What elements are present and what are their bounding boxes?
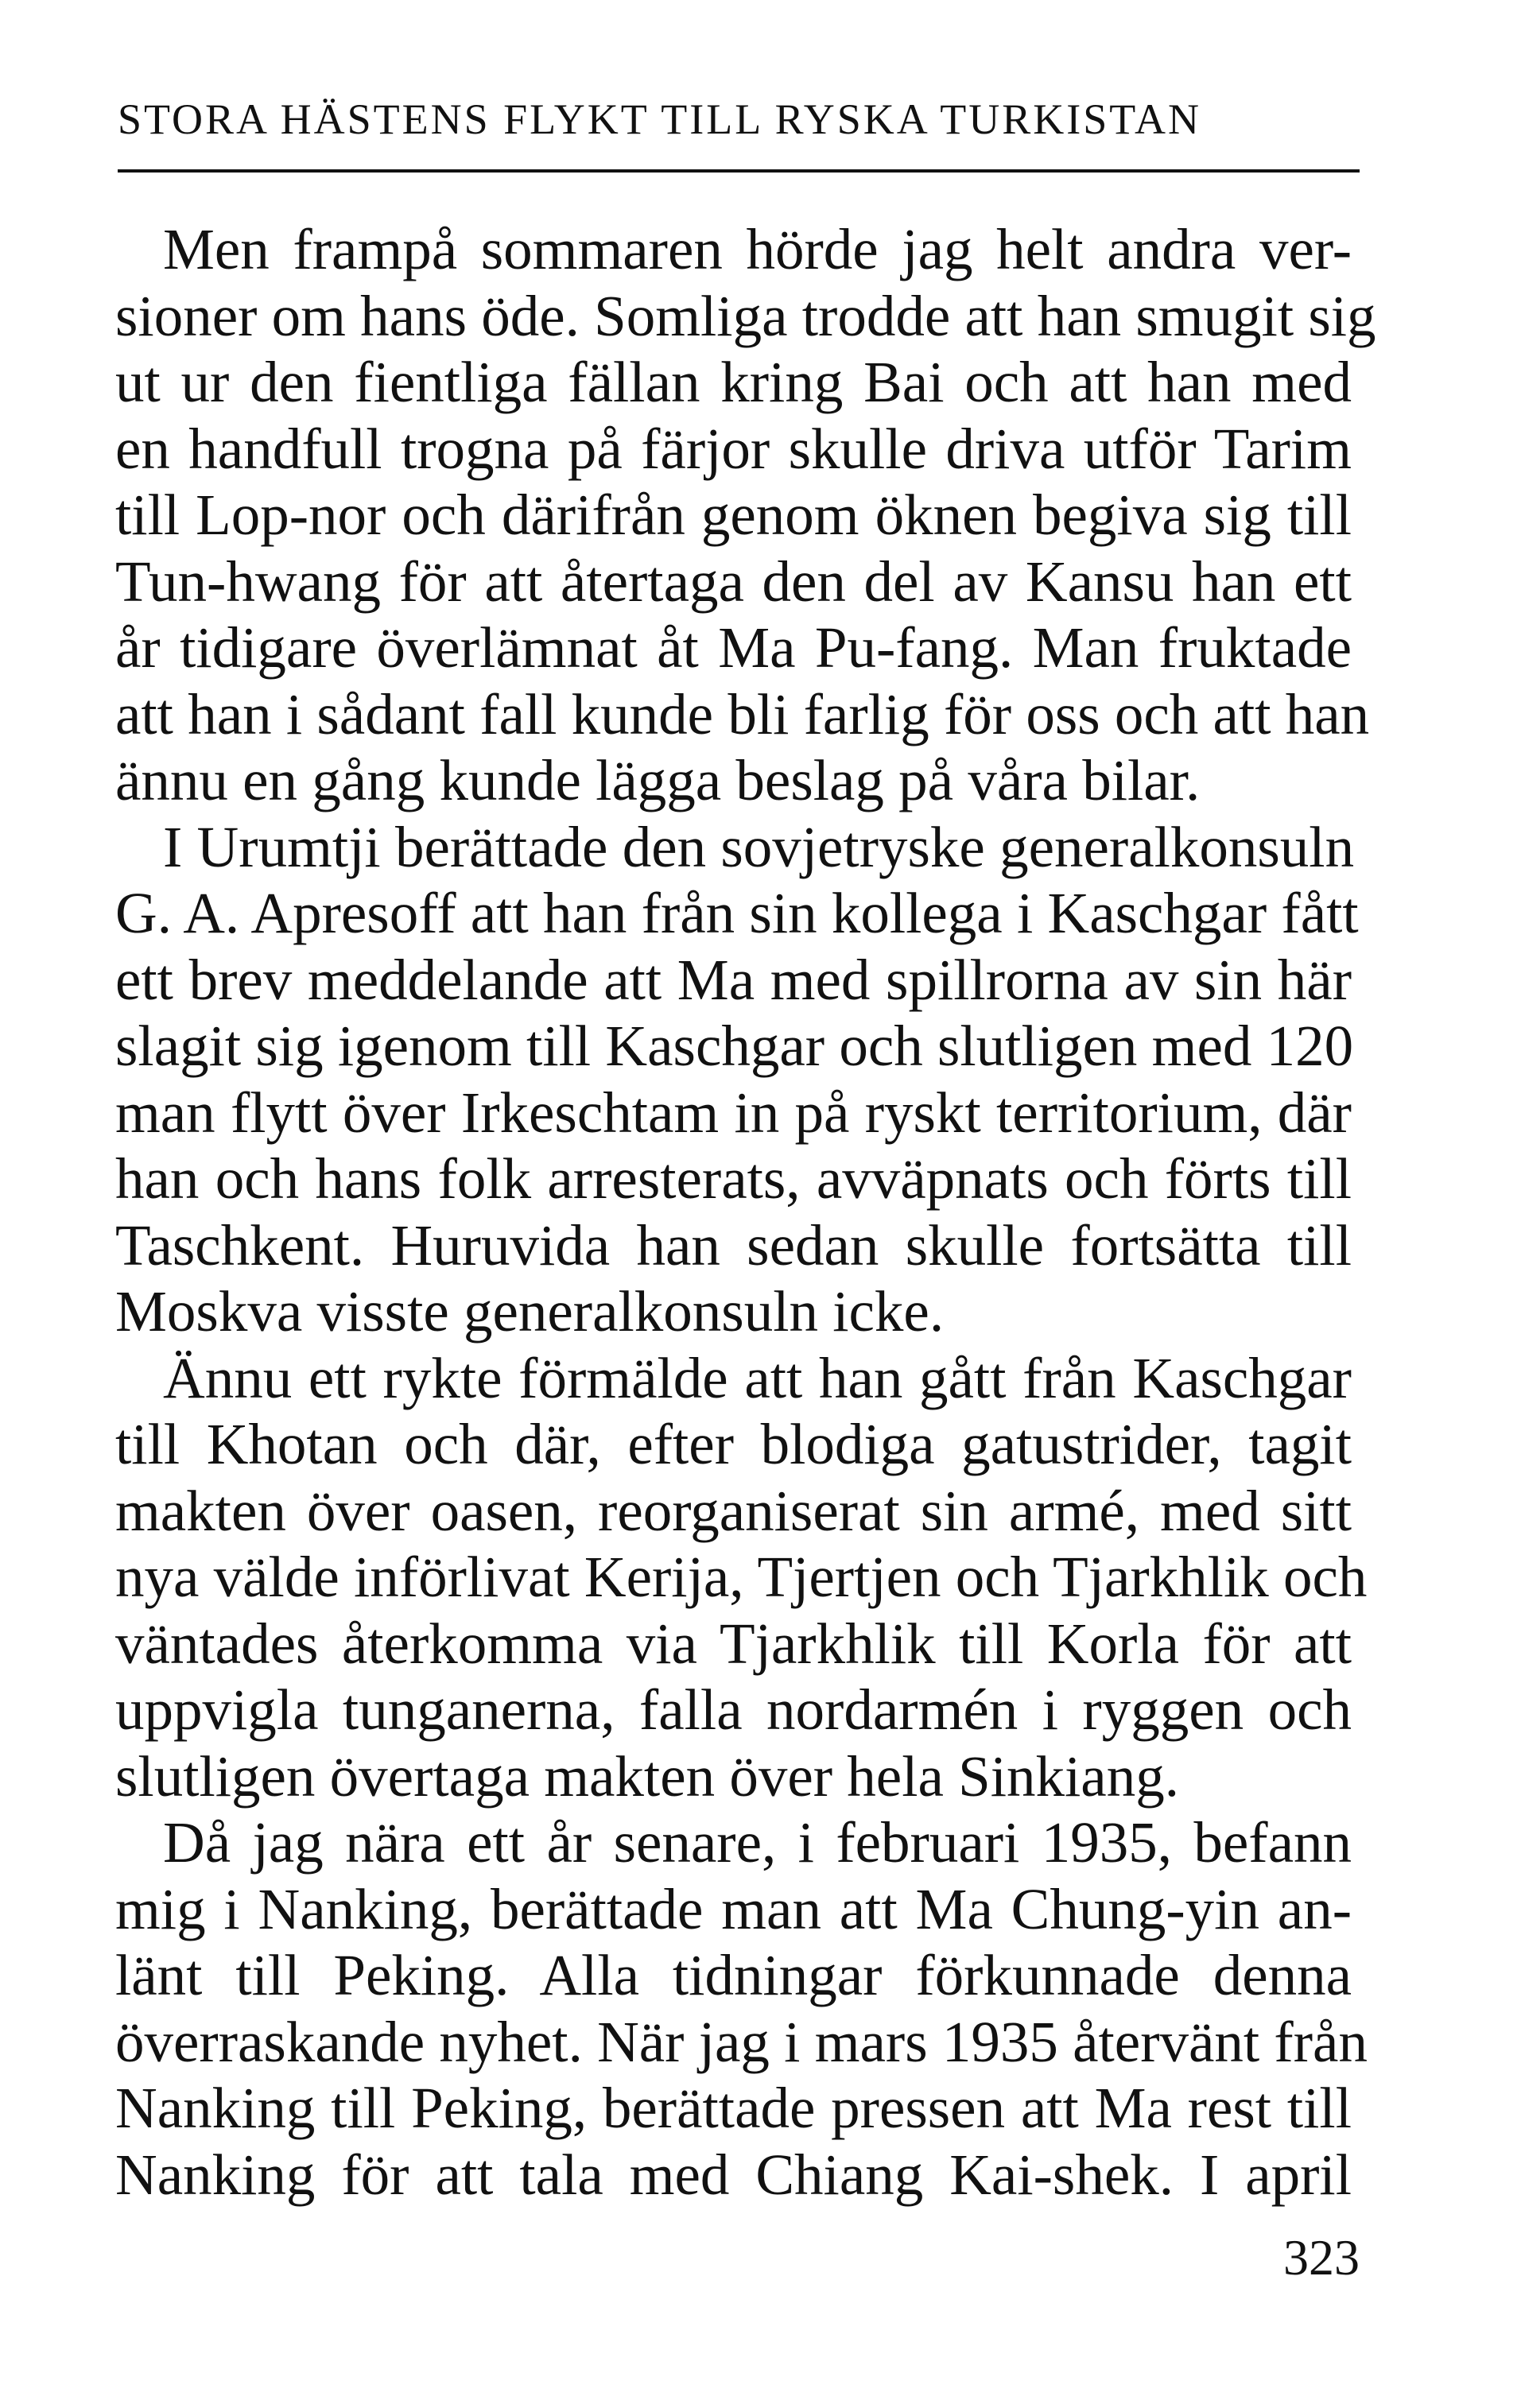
text-line: man flytt över Irkeschtam in på ryskt territorium, där (115, 1080, 1352, 1145)
text-line: sioner om hans öde. Somliga trodde att han smugit sig (115, 283, 1376, 348)
page-number: 323 (1283, 2229, 1360, 2286)
text-line: Taschkent. Huruvida han sedan skulle fortsätta till (115, 1212, 1352, 1278)
text-line: Moskva visste generalkonsuln icke. (115, 1279, 945, 1344)
text-line: Nanking till Peking, berättade pressen att Ma rest till (115, 2076, 1352, 2140)
text-line: till Khotan och där, efter blodiga gatustrider, tagit (115, 1412, 1352, 1476)
text-line: till Lop-nor och därifrån genom öknen begiva sig till (115, 483, 1352, 547)
text-line: att han i sådant fall kunde bli farlig för oss och att han (115, 681, 1370, 746)
text-line: Tun-hwang för att återtaga den del av Kansu han ett (115, 549, 1352, 614)
body-text (115, 216, 1376, 2208)
text-line: överraskande nyhet. När jag i mars 1935 återvänt från (115, 2009, 1368, 2074)
text-line: Men frampå sommaren hörde jag helt andra ver- (163, 217, 1352, 281)
text-line: år tidigare överlämnat åt Ma Pu-fang. Man fruktade (115, 615, 1352, 680)
text-line: han och hans folk arresterats, avväpnats och förts till (115, 1146, 1352, 1211)
text-line: nya välde införlivat Kerija, Tjertjen och Tjarkhlik och (115, 1545, 1368, 1609)
text-line: I Urumtji berättade den sovjetryske generalkonsuln (163, 814, 1355, 879)
text-line: ett brev meddelande att Ma med spillrorna av sin här (115, 947, 1352, 1012)
text-line: väntades återkomma via Tjarkhlik till Korla för att (115, 1611, 1352, 1676)
text-line: ut ur den fientliga fällan kring Bai och att han med (115, 350, 1352, 414)
text-line: en handfull trogna på färjor skulle driva utför Tarim (115, 416, 1352, 481)
text-line: G. A. Apresoff att han från sin kollega i Kaschgar fått (115, 881, 1359, 945)
text-line: ännu en gång kunde lägga beslag på våra bilar. (115, 748, 1201, 812)
text-line: slagit sig igenom till Kaschgar och slutligen med 120 (115, 1014, 1354, 1078)
text-line: länt till Peking. Alla tidningar förkunnade denna (115, 1943, 1352, 2007)
text-line: Ännu ett rykte förmälde att han gått från Kaschgar (163, 1345, 1352, 1410)
text-line: Då jag nära ett år senare, i februari 1935, befann (163, 1810, 1352, 1875)
text-line: slutligen övertaga makten över hela Sinkiang. (115, 1743, 1179, 1809)
text-line: Nanking för att tala med Chiang Kai-shek. I april (115, 2142, 1352, 2207)
header-rule (118, 169, 1360, 173)
running-head: STORA HÄSTENS FLYKT TILL RYSKA TURKISTAN (118, 95, 1201, 143)
text-line: mig i Nanking, berättade man att Ma Chung-yin an- (115, 1876, 1352, 1941)
text-line: uppvigla tunganerna, falla nordarmén i ryggen och (115, 1677, 1352, 1742)
text-line: makten över oasen, reorganiserat sin armé, med sitt (115, 1478, 1352, 1543)
